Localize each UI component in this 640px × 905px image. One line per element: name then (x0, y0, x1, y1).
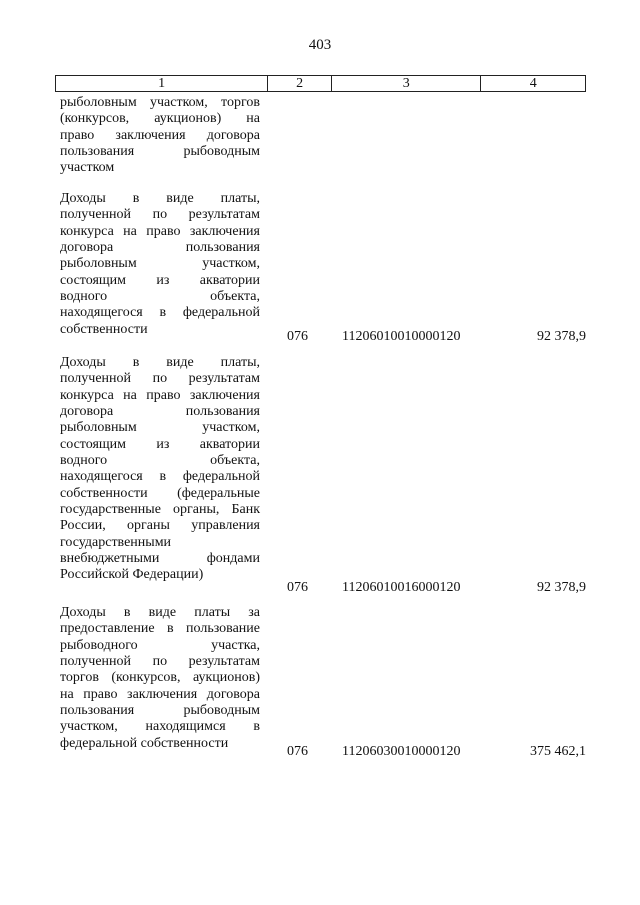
description-line: (конкурсов, аукционов) на (60, 111, 260, 127)
row-description (60, 605, 260, 752)
row-kbk-code: 11206030010000120 (342, 744, 461, 759)
row-amount: 92 378,9 (537, 580, 586, 595)
description-line: Российской Федерации) (60, 567, 204, 583)
description-line: Доходы в виде платы, (60, 191, 260, 206)
description-line: находящегося в федеральной (60, 305, 260, 321)
description-line: внебюджетными фондами (60, 551, 260, 567)
row-kbk-code: 11206010010000120 (342, 329, 461, 344)
column-header-3: 3 (331, 76, 480, 91)
table-column-header-row (55, 75, 586, 92)
description-line: государственные органы, Банк (60, 502, 260, 518)
description-line: находящегося в федеральной (60, 469, 260, 485)
description-line: рыболовным участком, (60, 256, 260, 272)
description-line: Доходы в виде платы, (60, 355, 260, 370)
description-line: состоящим из акватории (60, 272, 260, 288)
column-header-2: 2 (267, 76, 331, 91)
row-admin-code: 076 (287, 744, 308, 759)
description-line: на право заключения договора (60, 686, 260, 702)
description-line: водного объекта, (60, 289, 260, 305)
row-description (60, 355, 260, 584)
description-line: водного объекта, (60, 453, 260, 469)
description-line: предоставление в пользование (60, 621, 260, 637)
row-admin-code: 076 (287, 329, 308, 344)
description-line: состоящим из акватории (60, 436, 260, 452)
description-line: право заключения договора (60, 127, 260, 143)
description-line: участком, находящимся в (60, 719, 260, 735)
description-line: торгов (конкурсов, аукционов) (60, 670, 260, 686)
description-line: конкурса на право заключения (60, 387, 260, 403)
row-description (60, 95, 260, 177)
row-amount: 375 462,1 (530, 744, 586, 759)
column-header-1: 1 (158, 76, 166, 91)
description-line: собственности (60, 321, 148, 337)
column-header-4: 4 (480, 76, 585, 91)
description-line: государственными (60, 534, 172, 550)
description-line: полученной по результатам (60, 371, 260, 387)
description-line: собственности (федеральные (60, 485, 260, 501)
description-line: рыболовным участком, (60, 420, 260, 436)
row-description (60, 191, 260, 338)
description-line: полученной по результатам (60, 654, 260, 670)
description-line: рыболовным участком, торгов (60, 95, 260, 110)
description-line: пользования рыбоводным (60, 144, 260, 160)
description-line: федеральной собственности (60, 735, 229, 751)
row-amount: 92 378,9 (537, 329, 586, 344)
description-line: Доходы в виде платы за (60, 605, 260, 620)
row-kbk-code: 11206010016000120 (342, 580, 461, 595)
description-line: участком (60, 160, 115, 176)
description-line: полученной по результатам (60, 207, 260, 223)
description-line: пользования рыбоводным (60, 703, 260, 719)
row-admin-code: 076 (287, 580, 308, 595)
description-line: России, органы управления (60, 518, 260, 534)
description-line: конкурса на право заключения (60, 223, 260, 239)
description-line: договора пользования (60, 404, 260, 420)
description-line: договора пользования (60, 240, 260, 256)
page-number: 403 (308, 37, 332, 53)
description-line: рыбоводного участка, (60, 637, 260, 653)
